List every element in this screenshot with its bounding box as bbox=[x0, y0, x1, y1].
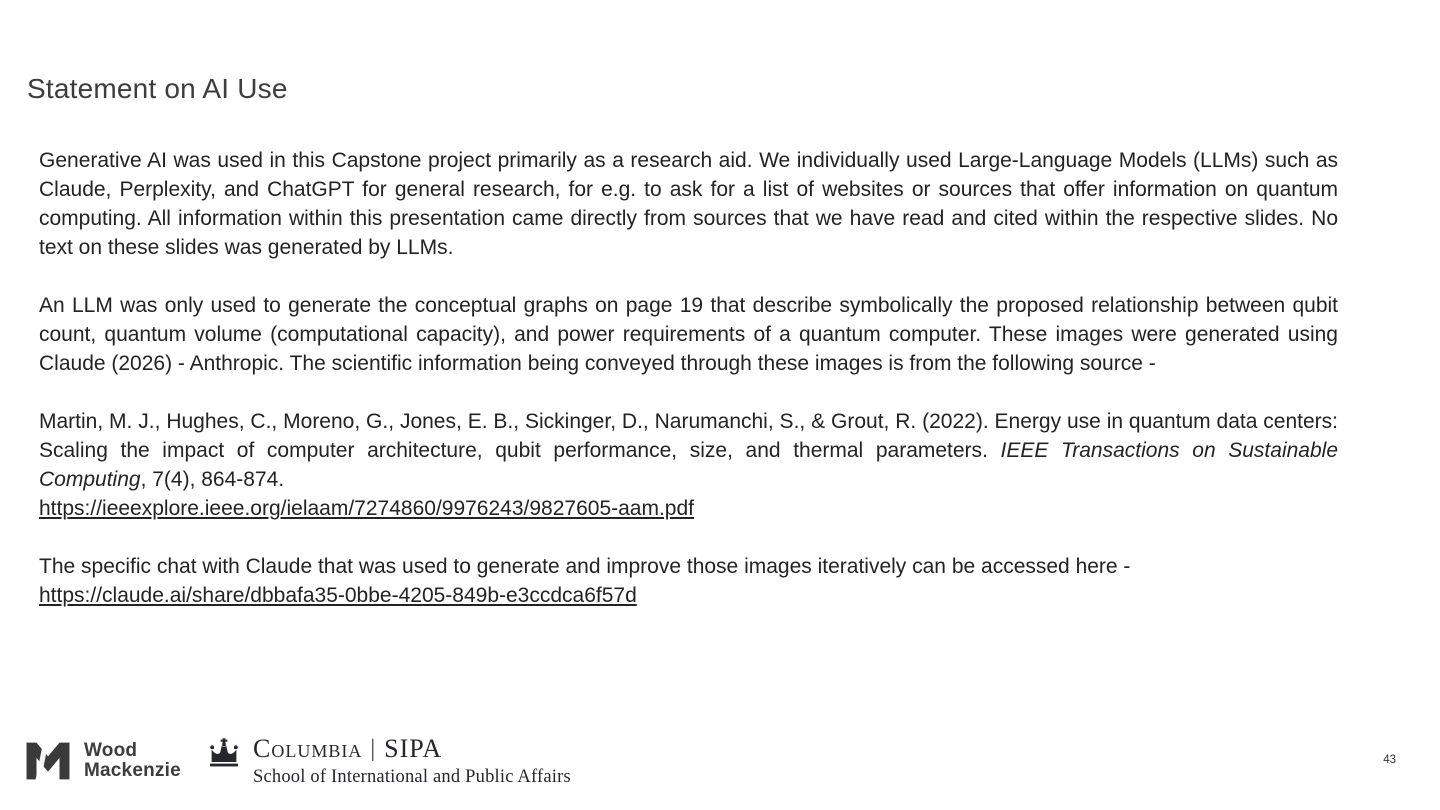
columbia-school-subtitle: School of International and Public Affairs bbox=[253, 767, 571, 787]
columbia-wordmark bbox=[253, 734, 571, 765]
paragraph-llm-graphs: An LLM was only used to generate the conceptual graphs on page 19 that describe symbolically the proposed relationship between qubit count, quantum volume (computational capacity), and power requirements of a quantum computer. These images were generated using Claude (2026) - Anthropic. The scientific information being conveyed through these images is from the following source - bbox=[39, 294, 1338, 375]
woodmac-word2: Mackenzie bbox=[84, 760, 181, 781]
citation-text bbox=[39, 407, 1338, 494]
citation-authors-title: Martin, M. J., Hughes, C., Moreno, G., Jones, E. B., Sickinger, D., Narumanchi, S., & Grout, R. (2022). Energy use in quantum data centers: Scaling the impact of computer architecture, qubit performance, size, and thermal parameters. bbox=[39, 410, 1338, 462]
citation-issue-pages: , 7(4), 864-874. bbox=[140, 468, 285, 491]
columbia-sipa-logo bbox=[206, 734, 571, 789]
columbia-text-block bbox=[253, 734, 571, 789]
page-title: Statement on AI Use bbox=[27, 73, 288, 104]
body-text bbox=[39, 146, 1338, 610]
claude-chat-link[interactable]: https://claude.ai/share/dbbafa35-0bbe-4205-849b-e3ccdca6f57d bbox=[39, 584, 637, 607]
ieee-paper-link[interactable]: https://ieeexplore.ieee.org/ielaam/7274860/9976243/9827605-aam.pdf bbox=[39, 497, 694, 520]
columbia-divider: | bbox=[370, 736, 377, 762]
columbia-name: Columbia bbox=[253, 734, 363, 763]
closing-text: The specific chat with Claude that was used to generate and improve those images iteratively can be accessed here - bbox=[39, 555, 1131, 578]
columbia-crown-icon bbox=[206, 738, 242, 769]
page-number: 43 bbox=[1383, 754, 1396, 766]
woodmac-word1: Wood bbox=[84, 740, 138, 761]
woodmac-logo-icon bbox=[25, 739, 71, 783]
paragraph-ai-research-use: Generative AI was used in this Capstone project primarily as a research aid. We individually used Large-Language Models (LLMs) such as Claude, Perplexity, and ChatGPT for general research, for e.g. to ask for a list of websites or sources that offer information on quantum computing. All information within this presentation came directly from sources that we have read and cited within the respective slides. No text on these slides was generated by LLMs. bbox=[39, 149, 1338, 259]
citation-journal-name: IEEE Transactions on Sustainable Computing bbox=[39, 439, 1338, 491]
woodmac-wordmark bbox=[84, 741, 181, 781]
sipa-name: SIPA bbox=[384, 734, 443, 763]
woodmac-logo bbox=[25, 739, 181, 783]
